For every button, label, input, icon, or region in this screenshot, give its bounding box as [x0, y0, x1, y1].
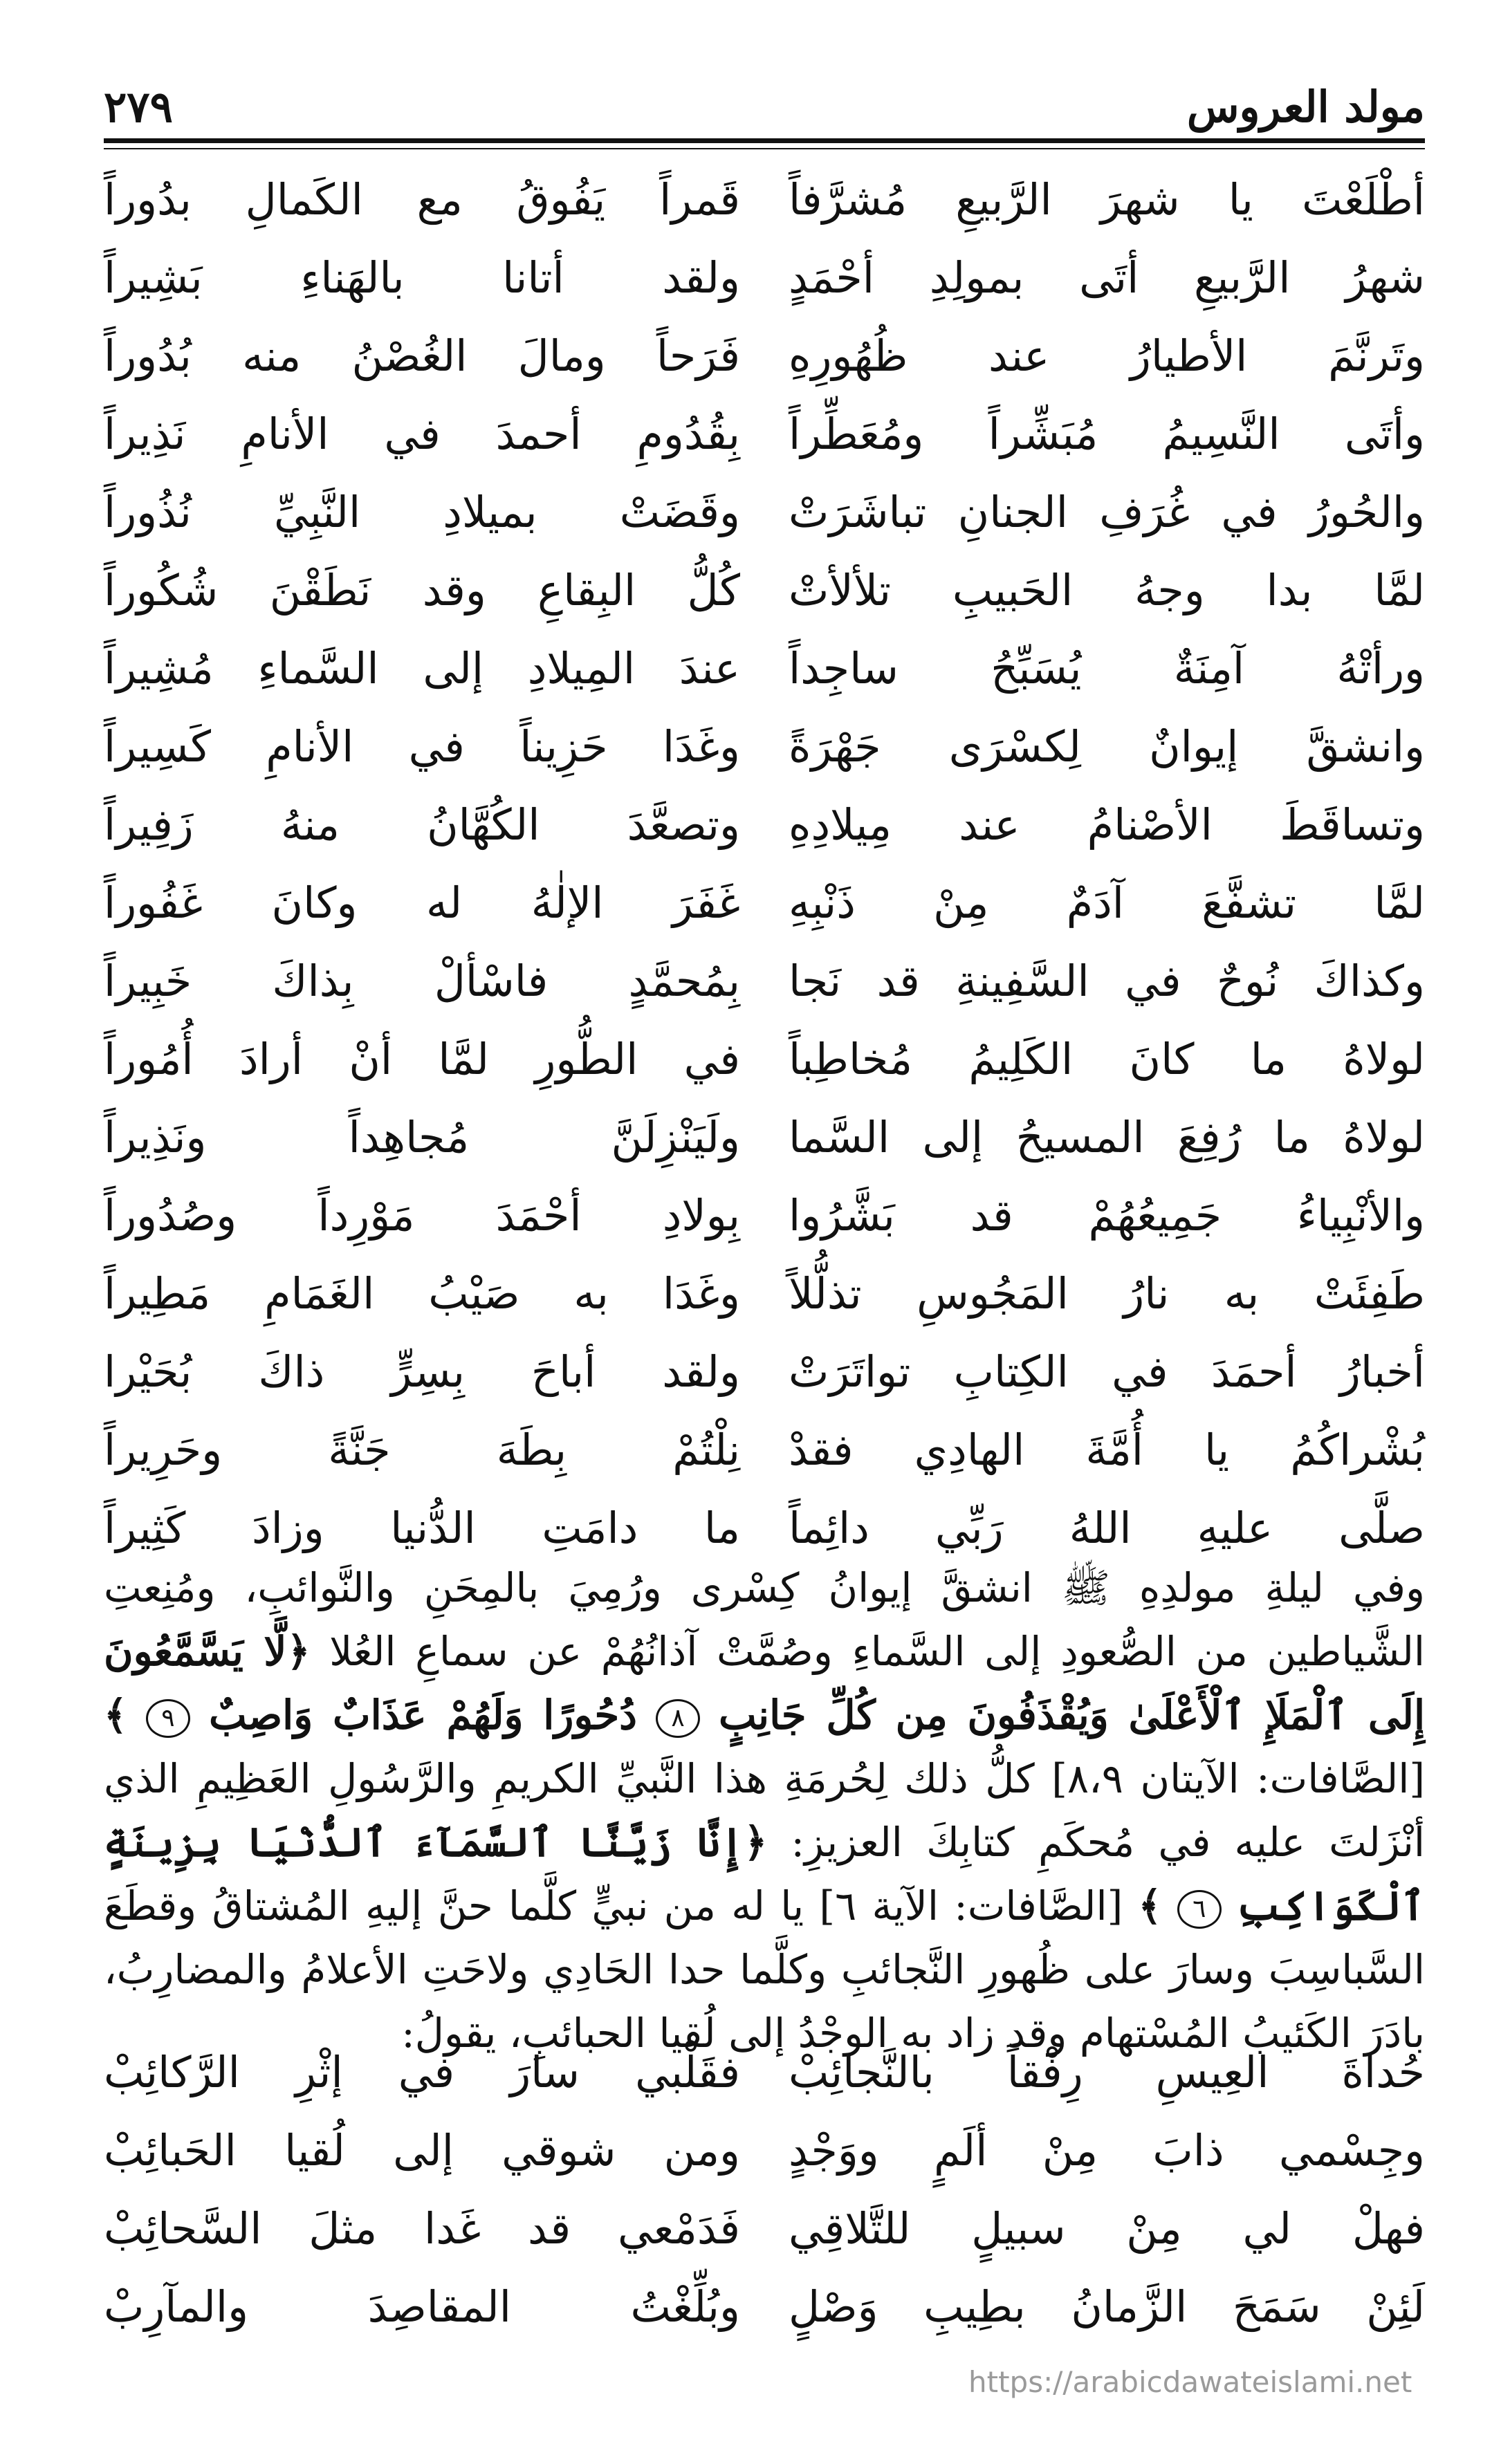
verse-line	[104, 1020, 1425, 1098]
quran-verse: ﴿إِنَّا زَيَّنَّا ٱلسَّمَآءَ ٱلدُّنْيَا بِزِينَةٍ ٱلْكَوَاكِبِ	[104, 1819, 1425, 1929]
second-hemistich: غَفَرَ الإلٰهُ له وكانَ غَفُوراً	[104, 877, 740, 928]
prose-text: وفي ليلةِ مولدِهِ ﷺ انشقَّ إيوانُ كِسْرى ورُمِيَ بالمِحَنِ والنَّوائبِ، ومُنِعتِ الشَّياطين من الصُّعودِ إلى السَّماءِ وصُمَّتْ آذانُهُمْ عن سماعِ العُلا	[104, 1564, 1425, 1675]
prose-paragraph	[104, 1556, 1425, 2065]
quran-verse: دُحُورًا وَلَهُمْ عَذَابٌ وَاصِبٌ	[208, 1692, 638, 1739]
ayah-number-marker: ٨	[656, 1699, 700, 1738]
second-hemistich: فقَلْبي سارَ في إثْرِ الرَّكائِبْ	[104, 2046, 740, 2097]
second-hemistich: كُلُّ البِقاعِ وقد نَطَقْنَ شُكُوراً	[104, 564, 740, 615]
page-number: ٢٧٩	[104, 82, 173, 132]
verse-line	[104, 864, 1425, 942]
second-hemistich: فَدَمْعي قد غَدا مثلَ السَّحائِبْ	[104, 2203, 740, 2254]
second-hemistich: عندَ المِيلادِ إلى السَّماءِ مُشِيراً	[104, 642, 740, 694]
second-hemistich: وتصعَّدَ الكُهَّانُ منهُ زَفِيراً	[104, 799, 740, 850]
second-hemistich: ومن شوقي إلى لُقيا الحَبائِبْ	[104, 2124, 740, 2176]
ayah-number-marker: ٩	[146, 1699, 190, 1738]
second-hemistich: ما دامَتِ الدُّنيا وزادَ كَثِيراً	[104, 1502, 740, 1553]
first-hemistich: حُداةَ العِيسِ رِفْقاً بالنَّجائِبْ	[789, 2046, 1425, 2097]
first-hemistich: أطْلَعْتَ يا شهرَ الرَّبيعِ مُشرَّفاً	[789, 174, 1425, 225]
first-hemistich: شهرُ الرَّبيعِ أتَى بمولِدِ أحْمَدٍ	[789, 252, 1425, 303]
first-hemistich: والأنْبِياءُ جَمِيعُهُمْ قد بَشَّرُوا	[789, 1189, 1425, 1241]
first-hemistich: وجِسْمي ذابَ مِنْ ألَمٍ ووَجْدٍ	[789, 2124, 1425, 2176]
first-hemistich: لمَّا تشفَّعَ آدَمٌ مِنْ ذَنْبِهِ	[789, 877, 1425, 928]
verse-line	[104, 2189, 1425, 2268]
first-hemistich: فهلْ لي مِنْ سبيلٍ للتَّلاقِي	[789, 2203, 1425, 2254]
verse-line	[104, 942, 1425, 1020]
verse-line	[104, 1176, 1425, 1254]
verse-line	[104, 160, 1425, 239]
poem-mawlid	[104, 160, 1425, 1567]
second-hemistich: وغَدَا حَزِيناً في الأنامِ كَسِيراً	[104, 721, 740, 772]
verse-line	[104, 473, 1425, 551]
first-hemistich: لولاهُ ما كانَ الكَلِيمُ مُخاطِباً	[789, 1033, 1425, 1084]
verse-line	[104, 317, 1425, 395]
prose-text: كلُّ ذلك لِحُرمَةِ هذا النَّبيِّ الكريمِ والرَّسُولِ العَظِيمِ الذي أنْزَلتَ عليه في مُحكَمِ كتابِكَ العزيزِ:	[104, 1755, 1425, 1866]
first-hemistich: أخبارُ أحمَدَ في الكِتابِ تواتَرَتْ	[789, 1346, 1425, 1397]
second-hemistich: بِمُحمَّدٍ فاسْألْ بِذاكَ خَبِيراً	[104, 955, 740, 1006]
header-rule-thin	[104, 148, 1425, 149]
watermark: https://arabicdawateislami.net	[968, 2365, 1412, 2399]
quran-verse: ﴿لَّا يَسَّمَّعُونَ إِلَى ٱلْمَلَإِ ٱلْأَعْلَىٰ وَيُقْذَفُونَ مِن كُلِّ جَانِبٍ	[104, 1628, 1426, 1739]
verse-line	[104, 2033, 1425, 2111]
first-hemistich: لَئِنْ سَمَحَ الزَّمانُ بطِيبِ وَصْلٍ	[789, 2281, 1425, 2332]
verse-line	[104, 1254, 1425, 1333]
quran-bracket: ﴾	[104, 1692, 127, 1739]
quran-reference: [الصَّافات: الآيتان ٨،٩]	[1051, 1755, 1426, 1802]
header-rule-thick	[104, 138, 1425, 143]
first-hemistich: وتساقَطَ الأصْنامُ عند مِيلادِهِ	[789, 799, 1425, 850]
second-hemistich: بِقُدُومِ أحمدَ في الأنامِ نَذِيراً	[104, 408, 740, 459]
quran-bracket: ﴾	[1138, 1882, 1162, 1929]
second-hemistich: نِلْتُمْ بِطَهَ جَنَّةً وحَرِيراً	[104, 1424, 740, 1475]
first-hemistich: لمَّا بدا وجهُ الحَبيبِ تلألأتْ	[789, 564, 1425, 615]
ayah-number-marker: ٦	[1177, 1890, 1222, 1929]
second-hemistich: بِولادِ أحْمَدَ مَوْرِداً وصُدُوراً	[104, 1189, 740, 1241]
page-header	[104, 82, 1425, 137]
first-hemistich: وكذاكَ نُوحٌ في السَّفِينةِ قد نَجا	[789, 955, 1425, 1006]
running-title: مولد العروس	[1186, 82, 1425, 132]
poem-hudat	[104, 2033, 1425, 2346]
verse-line	[104, 395, 1425, 473]
verse-line	[104, 629, 1425, 707]
verse-line	[104, 551, 1425, 629]
first-hemistich: بُشْراكُمُ يا أُمَّةَ الهادِي فقدْ	[789, 1424, 1425, 1475]
quran-reference: [الصَّافات: الآية ٦]	[819, 1882, 1123, 1929]
verse-line	[104, 2111, 1425, 2189]
verse-line	[104, 707, 1425, 786]
second-hemistich: في الطُّورِ لمَّا أنْ أرادَ أُمُوراً	[104, 1033, 740, 1084]
second-hemistich: وبُلِّغْتُ المقاصِدَ والمآرِبْ	[104, 2281, 740, 2332]
first-hemistich: ورأتْهُ آمِنَةٌ يُسَبِّحُ ساجِداً	[789, 642, 1425, 694]
second-hemistich: ولقد أتانا بالهَناءِ بَشِيراً	[104, 252, 740, 303]
first-hemistich: صلَّى عليهِ اللهُ رَبِّي دائِماً	[789, 1502, 1425, 1553]
first-hemistich: لولاهُ ما رُفِعَ المسيحُ إلى السَّما	[789, 1111, 1425, 1162]
second-hemistich: فَرَحاً ومالَ الغُصْنُ منه بُدُوراً	[104, 330, 740, 381]
first-hemistich: طَفِئَتْ به نارُ المَجُوسِ تذلُّلاً	[789, 1268, 1425, 1319]
second-hemistich: قَمراً يَفُوقُ مع الكَمالِ بدُوراً	[104, 174, 740, 225]
second-hemistich: ولقد أباحَ بِسِرٍّ ذاكَ بُحَيْرا	[104, 1346, 740, 1397]
first-hemistich: وتَرنَّمَ الأطيارُ عند ظُهُورِهِ	[789, 330, 1425, 381]
verse-line	[104, 1098, 1425, 1176]
second-hemistich: وغَدَا به صَيْبُ الغَمَامِ مَطِيراً	[104, 1268, 740, 1319]
verse-line	[104, 786, 1425, 864]
prose-text: يا له من نبيٍّ كلَّما حنَّ إليهِ المُشتاقُ وقطَعَ السَّباسِبَ وسارَ على ظُهورِ النَّجائبِ وكلَّما حدا الحَادِي ولاحَتِ الأعلامُ والمضارِبُ، بادَرَ الكَئيبُ المُسْتهام وقد زاد به الوجْدُ إلى لُقيا الحبائبِ، يقولُ:	[104, 1882, 1425, 2057]
first-hemistich: وانشقَّ إيوانٌ لِكسْرَى جَهْرَةً	[789, 721, 1425, 772]
first-hemistich: وأتَى النَّسِيمُ مُبَشِّراً ومُعَطِّراً	[789, 408, 1425, 459]
first-hemistich: والحُورُ في غُرَفِ الجنانِ تباشَرَتْ	[789, 486, 1425, 537]
verse-line	[104, 1333, 1425, 1411]
second-hemistich: ولَيَنْزِلَنَّ مُجاهِداً ونَذِيراً	[104, 1111, 740, 1162]
verse-line	[104, 239, 1425, 317]
second-hemistich: وقَضَتْ بميلادِ النَّبِيِّ نُذُوراً	[104, 486, 740, 537]
verse-line	[104, 1411, 1425, 1489]
verse-line	[104, 2268, 1425, 2346]
